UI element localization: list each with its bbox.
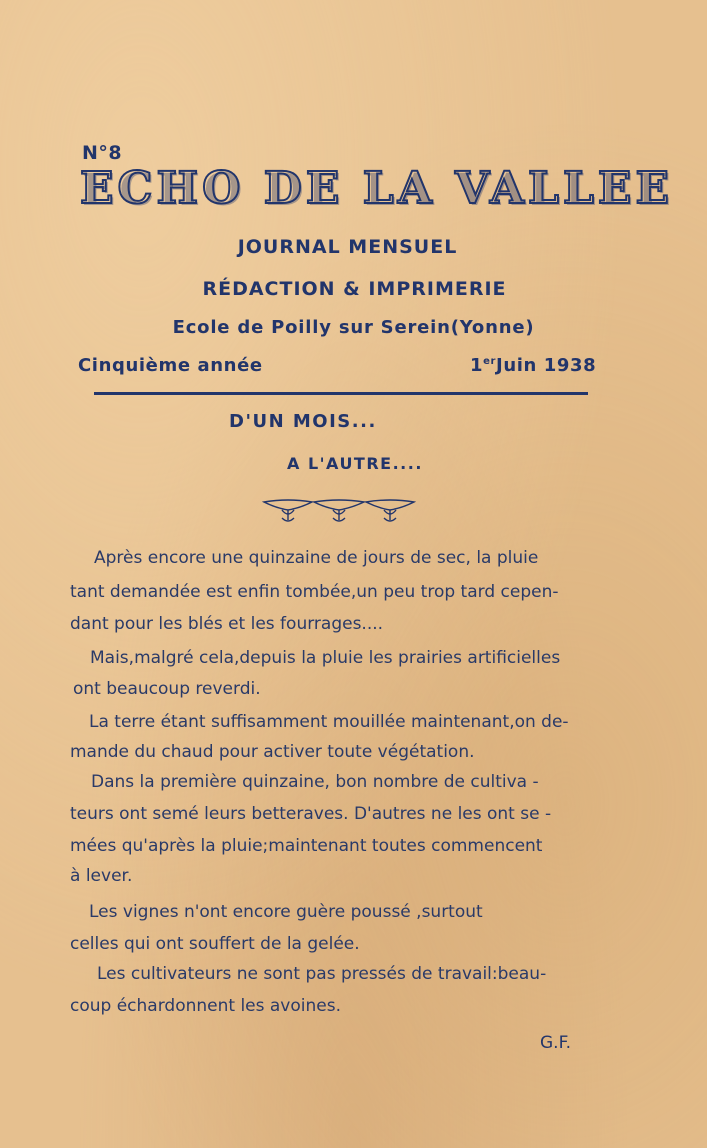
date-rest: Juin 1938 bbox=[496, 355, 597, 376]
article-line: mande du chaud pour activer toute végétation. bbox=[70, 742, 475, 762]
issue-date bbox=[470, 355, 596, 376]
author-signature: G.F. bbox=[540, 1033, 572, 1053]
article-line: dant pour les blés et les fourrages.... bbox=[70, 614, 384, 634]
triple-fleuron-ornament-icon bbox=[262, 496, 416, 528]
issue-number: N°8 bbox=[82, 142, 123, 164]
masthead-title: ECHO DE LA VALLEE bbox=[80, 163, 673, 214]
article-line: Mais,malgré cela,depuis la pluie les prairies artificielles bbox=[90, 648, 561, 668]
article-line: mées qu'après la pluie;maintenant toutes commencent bbox=[70, 836, 543, 856]
article-line: tant demandée est enfin tombée,un peu trop tard cepen- bbox=[70, 582, 559, 602]
date-suffix: er bbox=[483, 356, 497, 367]
editorial-line: RÉDACTION & IMPRIMERIE bbox=[202, 278, 507, 300]
journal-type: JOURNAL MENSUEL bbox=[237, 236, 458, 258]
article-heading-1: D'UN MOIS... bbox=[229, 411, 377, 432]
article-line: à lever. bbox=[70, 866, 133, 886]
article-line: teurs ont semé leurs betteraves. D'autres ne les ont se - bbox=[70, 804, 552, 824]
article-heading-2: A L'AUTRE.... bbox=[287, 454, 423, 473]
article-line: celles qui ont souffert de la gelée. bbox=[70, 934, 360, 954]
article-line: ont beaucoup reverdi. bbox=[73, 679, 261, 699]
year-label: Cinquième année bbox=[78, 355, 263, 376]
article-line: Dans la première quinzaine, bon nombre de cultiva - bbox=[91, 772, 539, 792]
article-line: Les vignes n'ont encore guère poussé ,surtout bbox=[89, 902, 483, 922]
header-divider bbox=[94, 392, 588, 395]
article-line: Après encore une quinzaine de jours de sec, la pluie bbox=[94, 548, 539, 568]
school-line: Ecole de Poilly sur Serein(Yonne) bbox=[172, 317, 535, 338]
article-line: coup échardonnent les avoines. bbox=[70, 996, 341, 1016]
article-line: Les cultivateurs ne sont pas pressés de travail:beau- bbox=[97, 964, 547, 984]
date-day: 1 bbox=[470, 355, 484, 376]
article-line: La terre étant suffisamment mouillée maintenant,on de- bbox=[89, 712, 569, 732]
